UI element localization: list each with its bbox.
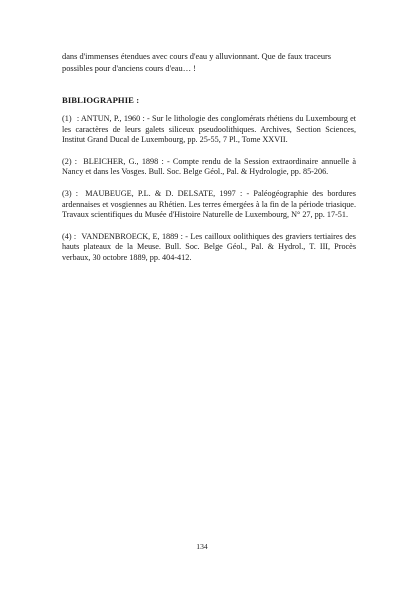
reference-number: (1) [62, 114, 72, 123]
reference-list [62, 114, 356, 275]
reference-number: (2) : [62, 156, 78, 166]
bibliography-heading: BIBLIOGRAPHIE : [62, 95, 140, 105]
reference-text: MAUBEUGE, P.L. & D. DELSATE, 1997 : - Paléogéographie des bordures ardennaises et vosgiennes au Rhétien. Les terres émergées à la fin de la période triasique. Travaux scientifiques du Musée d'Histoire Naturelle de Luxembourg, N° 27, pp. 17-51. [62, 188, 356, 220]
reference-item-1 [62, 114, 356, 146]
reference-item-4 [62, 232, 356, 264]
intro-paragraph: dans d'immenses étendues avec cours d'eau y alluvionnant. Que de faux traceurs possibles pour d'anciens cours d'eau… ! [62, 52, 332, 73]
reference-number: (4) : [62, 231, 77, 241]
reference-text: BLEICHER, G., 1898 : - Compte rendu de la Session extraordinaire annuelle à Nancy et dans les Vosges. Bull. Soc. Belge Géol., Pal. & Hydrologie, pp. 85-206. [62, 156, 357, 177]
reference-number: (3) : [62, 188, 79, 198]
reference-item-3 [62, 189, 356, 221]
page-number: 134 [196, 542, 208, 551]
reference-item-2 [62, 157, 356, 178]
reference-text: VANDENBROECK, E, 1889 : - Les cailloux oolithiques des graviers tertiaires des hauts plateaux de la Meuse. Bull. Soc. Belge Géol., Pal. & Hydrol., T. III, Procès verbaux, 30 octobre 1889, pp. 404-412. [62, 231, 356, 262]
reference-text: : ANTUN, P., 1960 : - Sur le lithologie des conglomérats rhétiens du Luxembourg et les caractères de leurs galets siliceux pseudoolithiques. Archives, Section Sciences, Institut Grand Ducal de Luxembourg, pp. 25-55, 7 Pl., Tome XXVII. [62, 114, 356, 145]
